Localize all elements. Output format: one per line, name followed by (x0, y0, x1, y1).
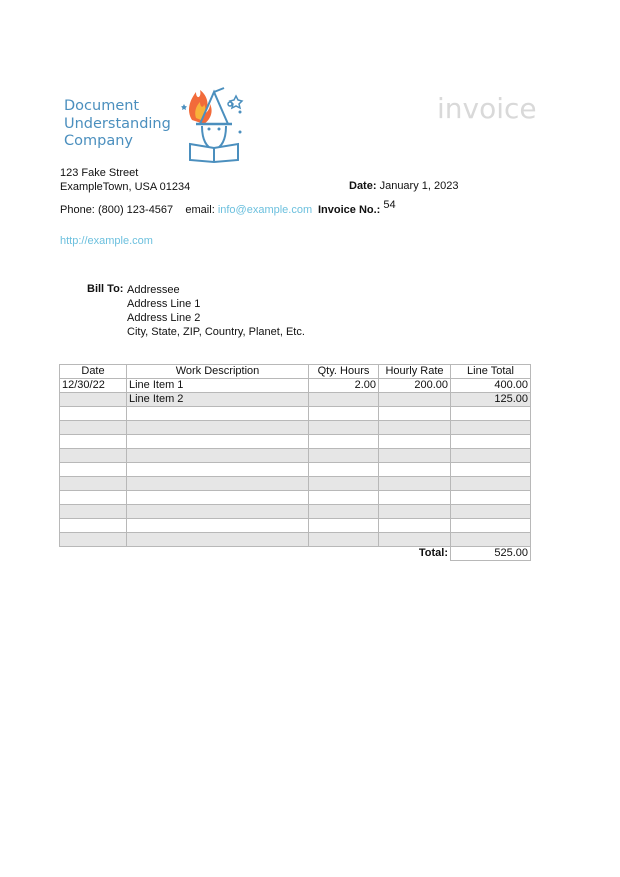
table-row (60, 463, 531, 477)
cell-qty-hours: 2.00 (309, 379, 379, 393)
column-header-hourly-rate: Hourly Rate (379, 365, 451, 379)
cell-hourly-rate (379, 463, 451, 477)
cell-hourly-rate (379, 519, 451, 533)
phone-label: Phone: (60, 204, 95, 216)
company-logo-text (64, 98, 171, 151)
cell-hourly-rate: 200.00 (379, 379, 451, 393)
website-link[interactable]: http://example.com (60, 235, 153, 247)
cell-date (60, 393, 127, 407)
cell-line-total: 125.00 (451, 393, 531, 407)
cell-qty-hours (309, 463, 379, 477)
email-label: email: (185, 204, 215, 216)
invoice-heading: invoice (437, 92, 537, 125)
cell-hourly-rate (379, 477, 451, 491)
table-row (60, 519, 531, 533)
table-header-row (60, 365, 531, 379)
cell-qty-hours (309, 519, 379, 533)
table-row (60, 407, 531, 421)
date-value: January 1, 2023 (379, 180, 459, 192)
cell-description (127, 533, 309, 547)
company-address (60, 166, 190, 194)
cell-qty-hours (309, 491, 379, 505)
cell-date (60, 463, 127, 477)
cell-description (127, 491, 309, 505)
cell-qty-hours (309, 449, 379, 463)
table-row (60, 379, 531, 393)
cell-line-total (451, 407, 531, 421)
address-line: 123 Fake Street (60, 167, 139, 179)
cell-description (127, 505, 309, 519)
cell-hourly-rate (379, 393, 451, 407)
cell-line-total (451, 533, 531, 547)
cell-date (60, 519, 127, 533)
bill-to-line: City, State, ZIP, Country, Planet, Etc. (127, 326, 305, 338)
contact-row (60, 204, 312, 216)
cell-qty-hours (309, 435, 379, 449)
bill-to-address (127, 283, 305, 339)
column-header-description: Work Description (127, 365, 309, 379)
cell-description (127, 421, 309, 435)
cell-date (60, 407, 127, 421)
cell-qty-hours (309, 533, 379, 547)
cell-line-total (451, 505, 531, 519)
cell-date: 12/30/22 (60, 379, 127, 393)
company-name-line: Company (64, 133, 133, 149)
invoice-date (349, 180, 458, 192)
invoice-number-label: Invoice No.: (318, 204, 381, 216)
cell-description (127, 519, 309, 533)
company-name-line: Understanding (64, 115, 171, 132)
table-row (60, 505, 531, 519)
table-row (60, 533, 531, 547)
cell-date (60, 477, 127, 491)
bill-to-line: Address Line 2 (127, 312, 201, 324)
total-row (60, 547, 531, 561)
cell-hourly-rate (379, 449, 451, 463)
table-row (60, 435, 531, 449)
column-header-line-total: Line Total (451, 365, 531, 379)
cell-date (60, 435, 127, 449)
cell-qty-hours (309, 505, 379, 519)
cell-description (127, 435, 309, 449)
cell-date (60, 421, 127, 435)
line-items-table (59, 364, 531, 561)
address-line: ExampleTown, USA 01234 (60, 181, 191, 193)
cell-hourly-rate (379, 421, 451, 435)
cell-line-total (451, 463, 531, 477)
cell-hourly-rate (379, 407, 451, 421)
cell-description (127, 477, 309, 491)
column-header-date: Date (60, 365, 127, 379)
table-row (60, 393, 531, 407)
cell-date (60, 449, 127, 463)
date-label: Date: (349, 180, 377, 192)
cell-description (127, 407, 309, 421)
phone-value: (800) 123-4567 (97, 204, 174, 216)
cell-line-total (451, 449, 531, 463)
bill-to-label: Bill To: (87, 283, 124, 295)
cell-hourly-rate (379, 505, 451, 519)
cell-date (60, 533, 127, 547)
invoice-number (318, 199, 396, 216)
cell-hourly-rate (379, 435, 451, 449)
cell-line-total (451, 421, 531, 435)
cell-description: Line Item 1 (127, 379, 309, 393)
table-row (60, 421, 531, 435)
cell-line-total (451, 491, 531, 505)
table-row (60, 449, 531, 463)
email-link[interactable]: info@example.com (217, 204, 313, 216)
cell-qty-hours (309, 393, 379, 407)
cell-line-total (451, 519, 531, 533)
cell-qty-hours (309, 407, 379, 421)
cell-description (127, 449, 309, 463)
table-row (60, 491, 531, 505)
company-name-line: Document (64, 98, 140, 114)
cell-date (60, 491, 127, 505)
cell-description (127, 463, 309, 477)
cell-date (60, 505, 127, 519)
bill-to-line: Address Line 1 (127, 298, 201, 310)
total-value: 525.00 (451, 547, 531, 561)
table-row (60, 477, 531, 491)
cell-line-total: 400.00 (451, 379, 531, 393)
wizard-logo-icon (174, 84, 254, 164)
bill-to-line: Addressee (127, 284, 180, 296)
cell-description: Line Item 2 (127, 393, 309, 407)
table-body (60, 379, 531, 547)
cell-qty-hours (309, 421, 379, 435)
cell-line-total (451, 435, 531, 449)
cell-hourly-rate (379, 533, 451, 547)
invoice-number-value: 54 (383, 199, 396, 211)
total-label: Total: (60, 547, 451, 561)
cell-line-total (451, 477, 531, 491)
cell-qty-hours (309, 477, 379, 491)
column-header-qty-hours: Qty. Hours (309, 365, 379, 379)
cell-hourly-rate (379, 491, 451, 505)
